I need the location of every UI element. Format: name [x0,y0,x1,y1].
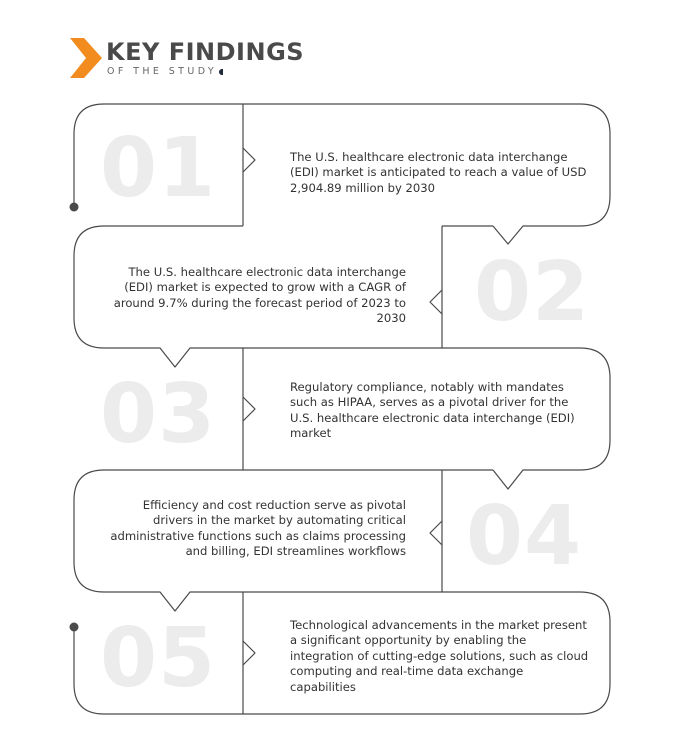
finding-text-04: Efficiency and cost reduction serve as pivotal drivers in the market by automating critical administrative functions such as claims processing and billing, EDI streamlines workflows [110,498,406,559]
finding-number-03: 03 [100,367,217,462]
finding-number-05: 05 [100,611,217,706]
finding-number-04: 04 [466,489,583,584]
finding-text-01: The U.S. healthcare electronic data interchange (EDI) market is anticipated to reach a value of USD 2,904.89 million by 2030 [290,150,587,195]
flow-start-dot [70,203,79,212]
finding-text-02: The U.S. healthcare electronic data interchange (EDI) market is expected to grow with a CAGR of around 9.7% during the forecast period of 2023 to 2030 [113,265,406,326]
finding-number-01: 01 [100,121,217,216]
page-title: KEY FINDINGS [106,38,305,66]
finding-number-02: 02 [474,245,591,340]
finding-text-05: Technological advancements in the market present a significant opportunity by enabling the integration of cutting-edge solutions, such as cloud computing and real-time data exchange capabilities [290,618,589,694]
finding-text-03: Regulatory compliance, notably with mandates such as HIPAA, serves as a pivotal driver for the U.S. healthcare electronic data interchange (EDI) market [290,380,575,441]
flow-end-dot [70,623,79,632]
page-subtitle: OF THE STUDY [107,66,223,77]
